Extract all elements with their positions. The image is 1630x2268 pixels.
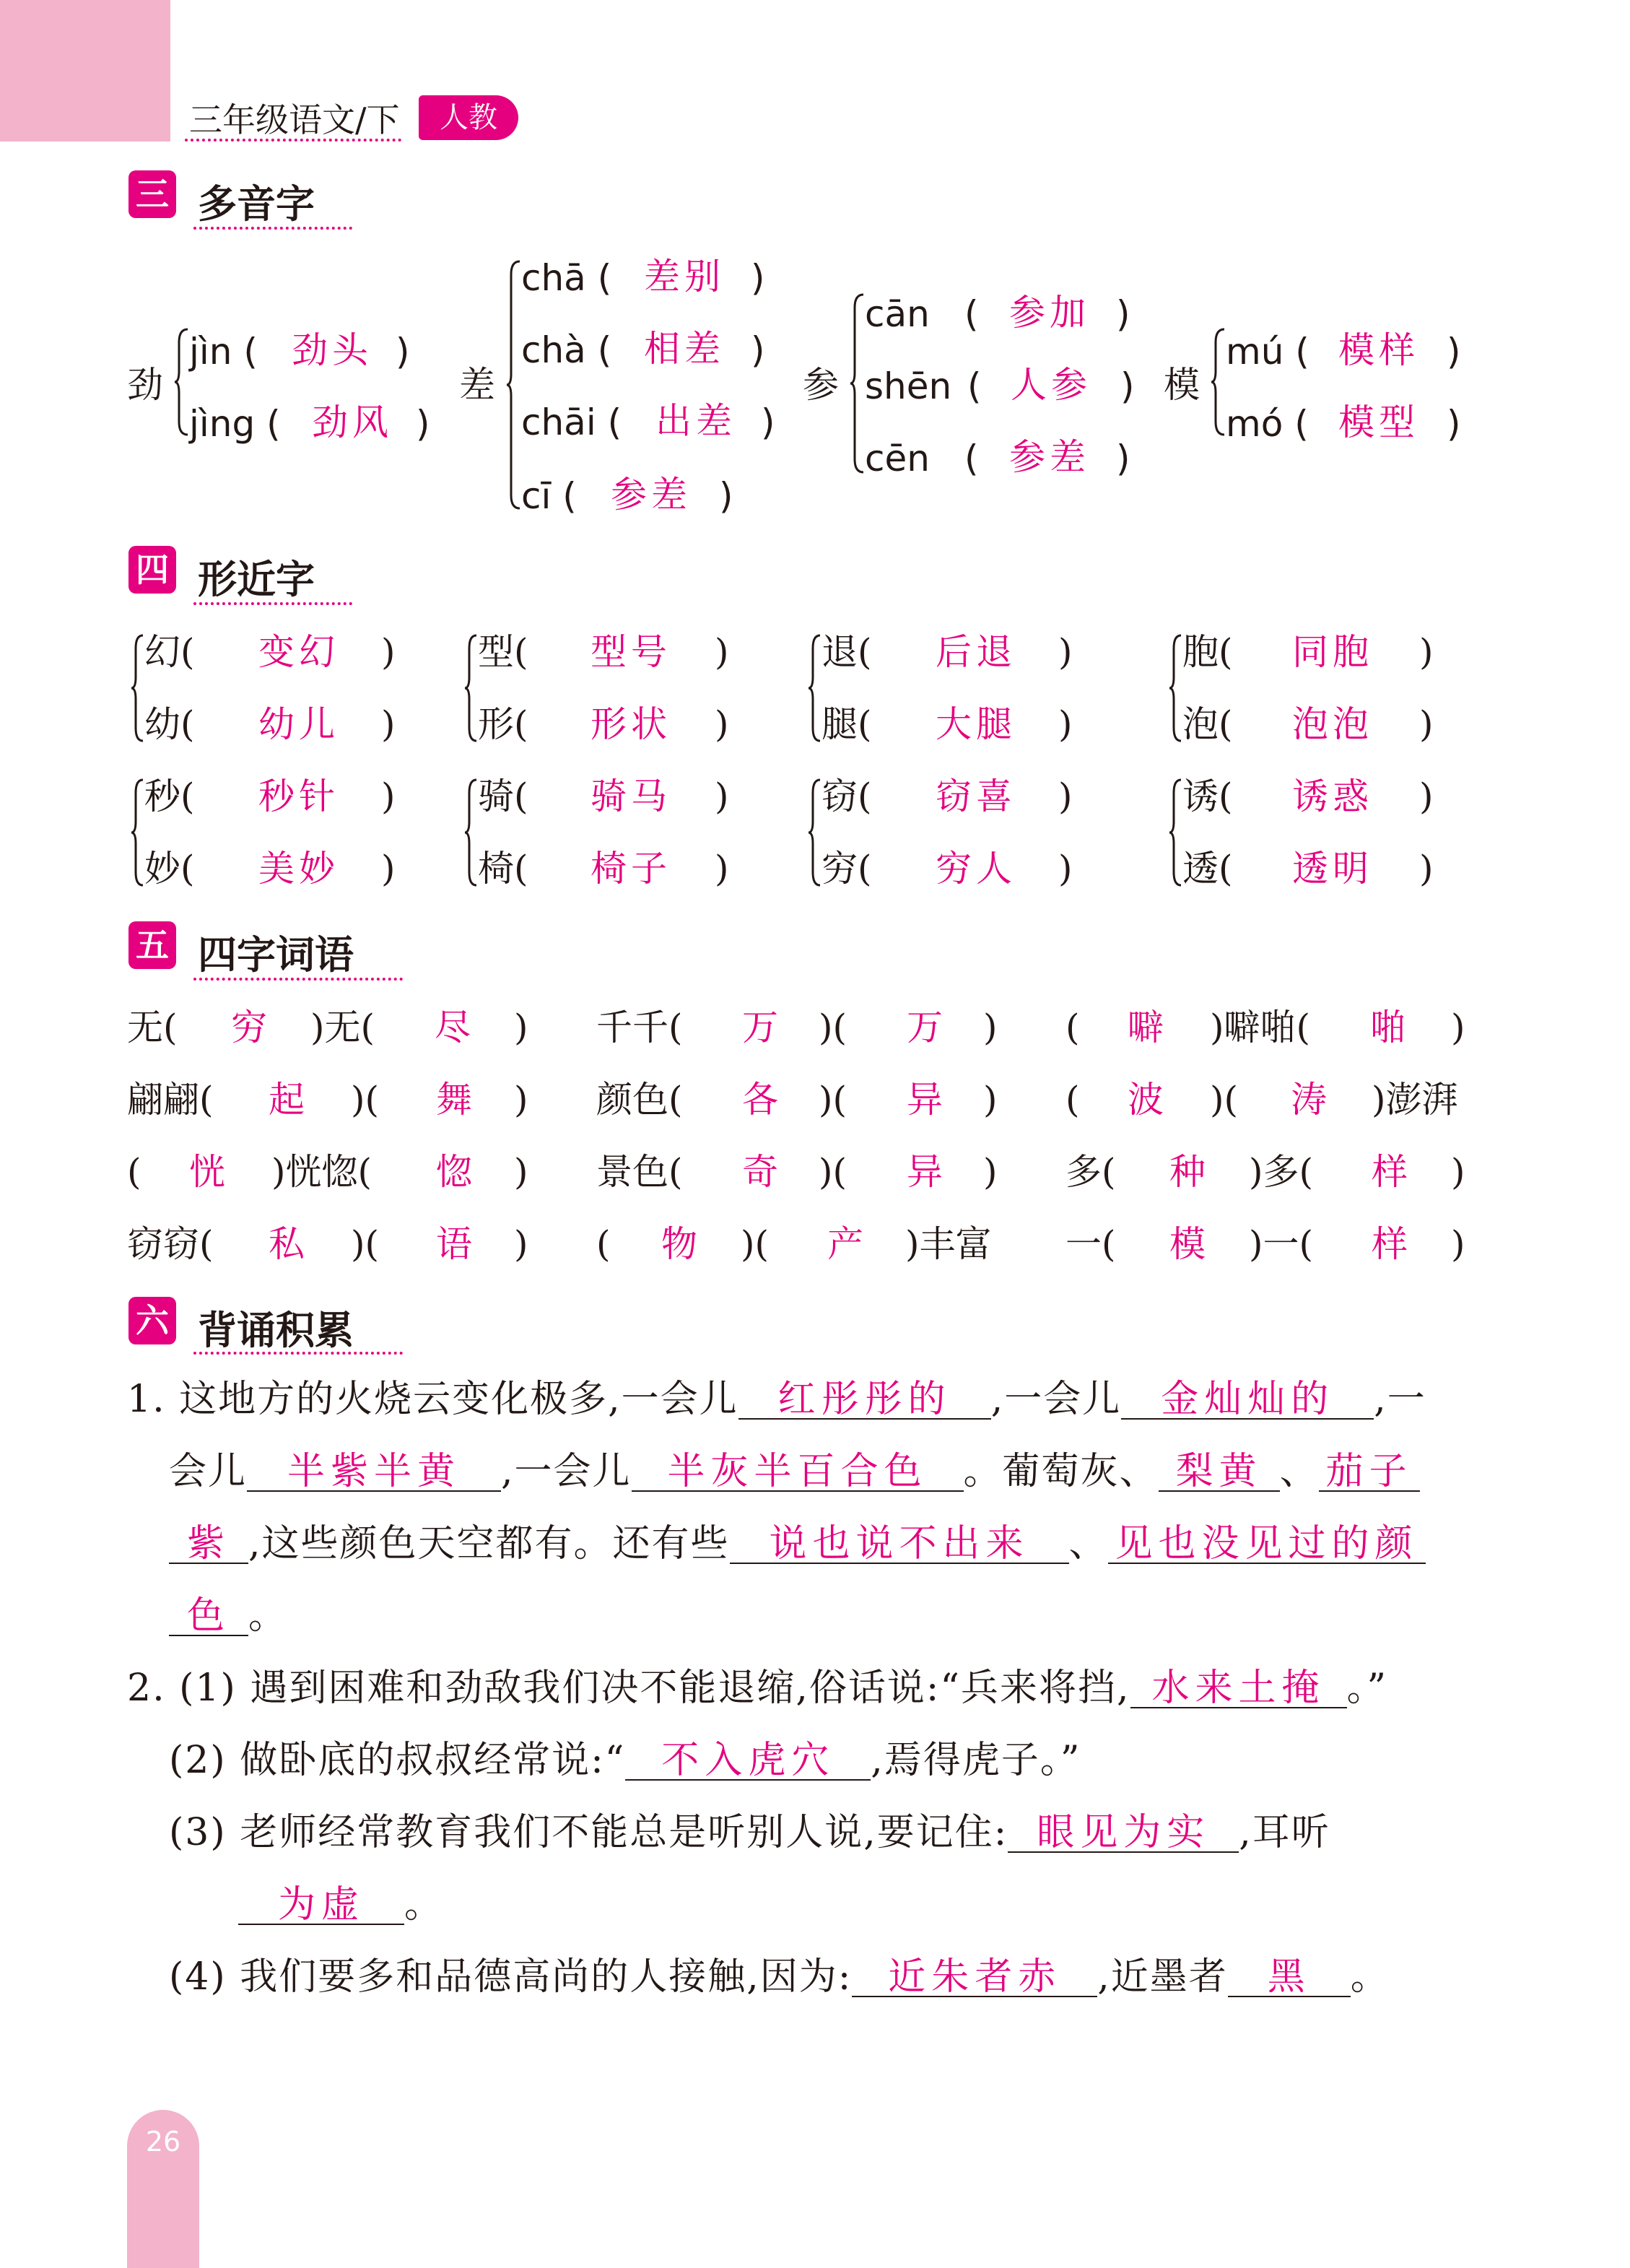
header-title: 三年级语文/下 — [189, 100, 400, 139]
brace-icon — [463, 778, 478, 887]
polyphone-char: 参 — [803, 364, 839, 406]
section-3-underline — [193, 227, 352, 230]
brace-icon — [463, 634, 478, 742]
polyphone-char: 模 — [1164, 364, 1200, 406]
brace-icon — [807, 778, 821, 887]
header-underline — [185, 139, 401, 142]
header-corner-decoration — [0, 0, 170, 142]
section-6-underline — [193, 1352, 403, 1355]
section-3-title: 多音字 — [198, 181, 315, 227]
section-3-number: 三 — [128, 170, 176, 218]
brace-icon — [1168, 634, 1182, 742]
brace-icon — [849, 293, 865, 474]
brace-icon — [1210, 328, 1226, 436]
edition-badge: 人教 — [419, 95, 518, 140]
section-5-number: 五 — [128, 921, 176, 969]
section-4-title: 形近字 — [198, 557, 315, 602]
brace-icon — [130, 778, 144, 887]
brace-icon — [1168, 778, 1182, 887]
brace-icon — [173, 328, 189, 436]
brace-icon — [505, 260, 521, 510]
section-4-underline — [193, 602, 352, 605]
section-4-number: 四 — [128, 546, 176, 594]
section-6-title: 背诵积累 — [198, 1308, 354, 1353]
section-5-title: 四字词语 — [198, 932, 354, 978]
polyphone-char: 劲 — [127, 364, 163, 406]
brace-icon — [130, 634, 144, 742]
page-number: 26 — [145, 2126, 181, 2158]
polyphone-char: 差 — [459, 364, 495, 406]
brace-icon — [807, 634, 821, 742]
section-5-underline — [193, 978, 403, 981]
section-6-number: 六 — [128, 1297, 176, 1344]
